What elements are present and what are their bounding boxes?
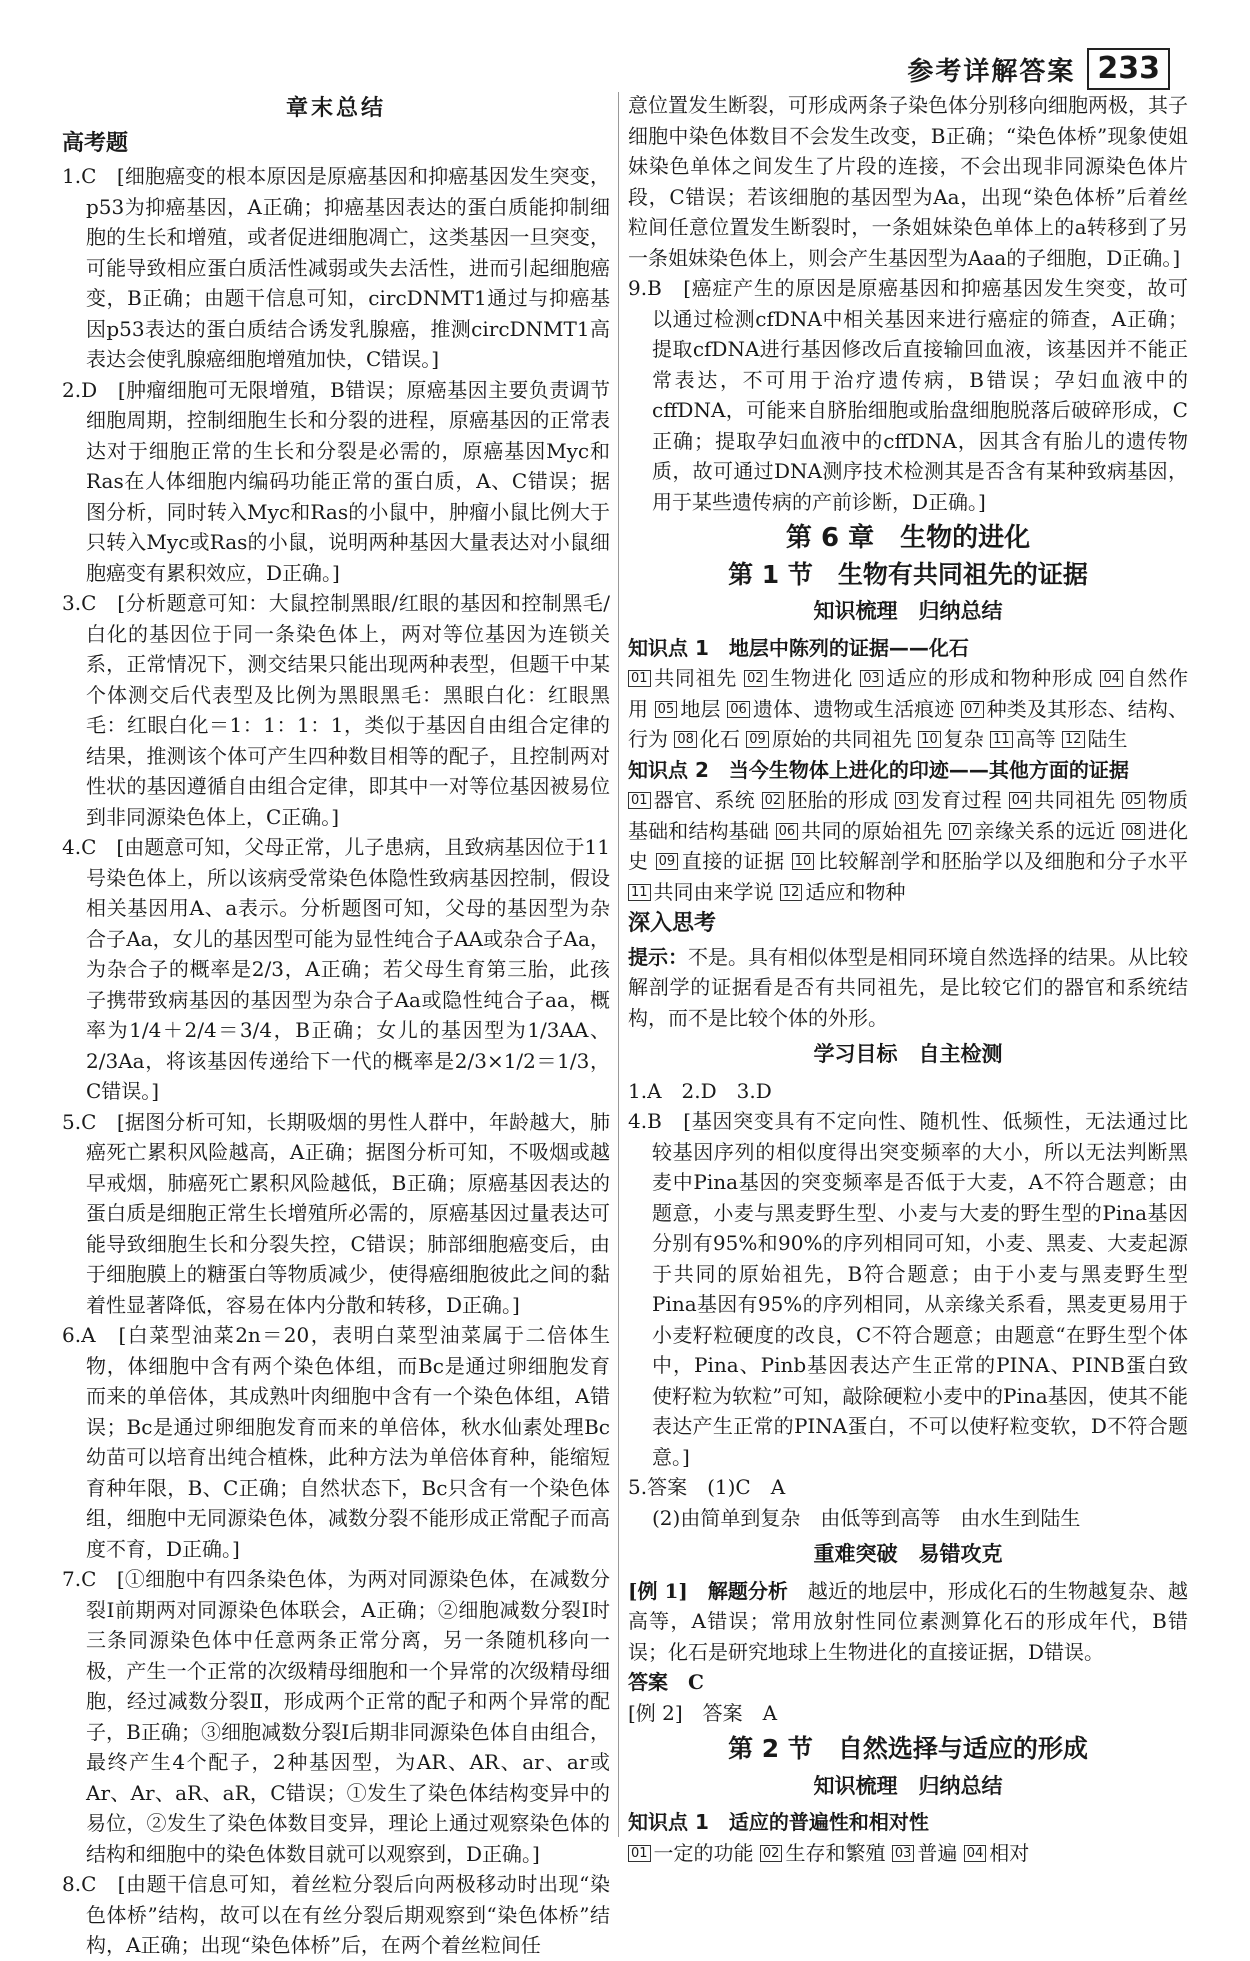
number-tag: 06	[776, 823, 799, 840]
left-column	[62, 90, 610, 1957]
self-check-title: 学习目标 自主检测	[813, 1042, 1003, 1066]
number-tag: 02	[762, 792, 785, 809]
kp-item: 发育过程	[920, 788, 1003, 812]
number-tag: 09	[746, 731, 769, 748]
deep-thinking-text	[628, 942, 1188, 1034]
kp-item: 种类及其形态、结构、行为	[628, 696, 1189, 751]
kp-item: 复杂	[943, 727, 984, 751]
answer-item-7: 7.C [①细胞中有四条染色体，为两对同源染色体，在减数分裂Ⅰ前期两对同源染色体联会，A正确；②细胞减数分裂Ⅰ时三条同源染色体中任意两条正常分离，另一条随机移向一极，产生一个正常的次级精母细胞和一个异常的次级精母细胞，经过减数分裂Ⅱ，形成两个正常的配子和两个异常的配子，B正确；③细胞减数分裂Ⅰ后期非同源染色体自由组合，最终产生4个配子，2种基因型，为AR、AR、ar、ar或Ar、Ar、aR、aR，C错误；①发生了染色体结构变异中的易位，②发生了染色体数目变异，理论上通过观察染色体的结构和细胞中的染色体数目就可以观察到，D正确。]	[62, 1567, 610, 1866]
number-tag: 03	[895, 792, 918, 809]
number-tag: 08	[1122, 823, 1145, 840]
number-tag: 01	[628, 792, 651, 809]
answer-item-8: 8.C [由题干信息可知，着丝粒分裂后向两极移动时出现“染色体桥”结构，故可以在有丝分裂后期观察到“染色体桥”结构，A正确；出现“染色体桥”后，在两个着丝粒间任	[62, 1872, 610, 1957]
deep-thinking-label: 深入思考	[628, 911, 717, 936]
section-2-title: 第 2 节 自然选择与适应的形成	[728, 1734, 1088, 1763]
number-tag: 09	[656, 853, 679, 870]
number-tag: 01	[628, 670, 651, 687]
section-1-title: 第 1 节 生物有共同祖先的证据	[728, 559, 1088, 589]
kp-item: 胚胎的形成	[787, 788, 889, 812]
kp-item: 陆生	[1087, 727, 1128, 751]
kp-item: 直接的证据	[681, 849, 785, 873]
knowledge-point-1-label: 知识点 1 地层中陈列的证据——化石	[628, 635, 969, 660]
kp-item: 普遍	[917, 1840, 958, 1865]
kp-item: 进化史	[628, 818, 1189, 873]
kp-item: 物质基础和结构基础	[628, 788, 1189, 843]
kp-item: 生物进化	[769, 666, 854, 690]
kp-item: 化石	[699, 727, 740, 751]
kp-item: 共同的原始祖先	[801, 818, 943, 843]
section-1-review-title: 知识梳理 归纳总结	[813, 599, 1003, 623]
page-number: 233	[1087, 48, 1170, 90]
self-check-answers-1-3: 1.A 2.D 3.D	[628, 1078, 772, 1103]
example-1-text: 越近的地层中，形成化石的生物越复杂、越高等，A错误；常用放射性同位素测算化石的形成年代，B错误；化石是研究地球上生物进化的直接证据，D错误。	[628, 1578, 1189, 1664]
kp-item: 共同由来学说	[653, 879, 774, 904]
number-tag: 12	[780, 884, 803, 901]
number-tag: 03	[892, 1845, 915, 1862]
number-tag: 06	[727, 701, 750, 718]
kp-item: 遗体、遗物或生活痕迹	[752, 696, 955, 721]
kp-item: 适应和物种	[805, 879, 906, 904]
number-tag: 07	[949, 823, 972, 840]
number-tag: 11	[990, 731, 1013, 748]
answer-item-1: 1.C [细胞癌变的根本原因是原癌基因和抑癌基因发生突变，p53为抑癌基因，A正确；抑癌基因表达的蛋白质能抑制细胞的生长和增殖，或者促进细胞凋亡，这类基因一旦突变，可能导致相应蛋白质活性减弱或失去活性，进而引起细胞癌变，B正确；由题干信息可知，circDNMT1通过与抑癌基因p53表达的蛋白质结合诱发乳腺癌，推测circDNMT1高表达会使乳腺癌细胞增殖加快，C错误。]	[62, 164, 610, 371]
number-tag: 01	[628, 1845, 651, 1862]
answer-item-3: 3.C [分析题意可知：大鼠控制黑眼/红眼的基因和控制黑毛/白化的基因位于同一条染色体上，两对等位基因为连锁关系，正常情况下，测交结果只能出现两种表型，但题干中某个体测交后代表型及比例为黑眼黑毛：黑眼白化：红眼黑毛：红眼白化＝1：1：1：1，类似于基因自由组合定律的结果，推测该个体可产生四种数目相等的配子，且控制两对性状的基因遵循自由组合定律，即其中一对等位基因被易位到非同源染色体上，C正确。]	[62, 591, 610, 829]
self-check-item-4: 4.B [基因突变具有不定向性、随机性、低频性，无法通过比较基因序列的相似度得出突变频率的大小，所以无法判断黑麦中Pina基因的突变频率是否低于大麦，A不符合题意；由题意，小麦与黑麦野生型、小麦与大麦的野生型的Pina基因分别有95%和90%的序列相同可知，小麦、黑麦、大麦起源于共同的原始祖先，B符合题意；由于小麦与黑麦野生型Pina基因有95%的序列相同，从亲缘关系看，黑麦更易用于小麦籽粒硬度的改良，C不符合题意；由题意“在野生型个体中，Pina、Pinb基因表达产生正常的PINA、PINB蛋白致使籽粒为软粒”可知，敲除硬粒小麦中的Pina基因，使其不能表达产生正常的PINA蛋白，不可以使籽粒变软，D不符合题意。]	[628, 1109, 1188, 1469]
number-tag: 03	[860, 670, 883, 687]
kp-item: 共同祖先	[653, 666, 738, 690]
self-check-item-5a: 5.答案 (1)C A	[628, 1475, 786, 1499]
number-tag: 10	[918, 731, 941, 748]
kp-item: 生存和繁殖	[785, 1840, 886, 1865]
example-2: [例 2] 答案 A	[628, 1700, 778, 1725]
answer-item-6: 6.A [白菜型油菜2n＝20，表明白菜型油菜属于二倍体生物，体细胞中含有两个染色体组，而Bc是通过卵细胞发育而来的单倍体，其成熟叶肉细胞中含有一个染色体组，A错误；Bc是通过卵细胞发育而来的单倍体，秋水仙素处理Bc幼苗可以培育出纯合植株，此种方法为单倍体育种，能缩短育种年限，B、C正确；自然状态下，Bc只含有一个染色体组，细胞中无同源染色体，减数分裂不能形成正常配子而高度不育，D正确。]	[62, 1323, 610, 1561]
kp-item: 比较解剖学和胚胎学以及细胞和分子水平	[817, 849, 1189, 873]
kp-item: 器官、系统	[653, 788, 756, 812]
number-tag: 10	[792, 853, 815, 870]
number-tag: 12	[1062, 731, 1085, 748]
kp-item: 高等	[1015, 727, 1056, 751]
chapter-title: 第 6 章 生物的进化	[785, 523, 1031, 553]
kp-item: 自然作用	[628, 666, 1189, 721]
column-divider	[618, 92, 619, 1837]
number-tag: 02	[744, 670, 767, 687]
knowledge-point-2-items	[628, 785, 1188, 907]
difficulty-title: 重难突破 易错攻克	[813, 1542, 1003, 1566]
answer-item-5: 5.C [据图分析可知，长期吸烟的男性人群中，年龄越大，肺癌死亡累积风险越高，A正确；据图分析可知，不吸烟或越早戒烟，肺癌死亡累积风险越低，B正确；原癌基因表达的蛋白质是细胞正常生长增殖所必需的，原癌基因过量表达可能导致细胞生长和分裂失控，C错误；肺部细胞癌变后，由于细胞膜上的糖蛋白等物质减少，使得癌细胞彼此之间的黏着性显著降低，容易在体内分散和转移，D正确。]	[62, 1109, 610, 1317]
answer-item-8-continued: 意位置发生断裂，可形成两条子染色体分别移向细胞两极，其子细胞中染色体数目不会发生改变，B正确；“染色体桥”现象使姐妹染色单体之间发生了片段的连接，不会出现非同源染色体片段，C错误；若该细胞的基因型为Aa，出现“染色体桥”后着丝粒间任意位置发生断裂时，一条姐妹染色单体上的a转移到了另一条姐妹染色体上，则会产生基因型为Aaa的子细胞，D正确。]	[628, 93, 1188, 270]
gaokao-label: 高考题	[62, 130, 129, 156]
number-tag: 11	[628, 884, 651, 901]
answer-item-2: 2.D [肿瘤细胞可无限增殖，B错误；原癌基因主要负责调节细胞周期，控制细胞生长和分裂的进程，原癌基因的正常表达对于细胞正常的生长和分裂是必需的，原癌基因Myc和Ras在人体细胞内编码功能正常的蛋白质，A、C错误；据图分析，同时转入Myc和Ras的小鼠中，肿瘤小鼠比例大于只转入Myc或Ras的小鼠，说明两种基因大量表达对小鼠细胞癌变有累积效应，D正确。]	[62, 377, 610, 585]
page-header	[907, 48, 1170, 90]
self-check-item-5b: (2)由简单到复杂 由低等到高等 由水生到陆生	[652, 1505, 1081, 1530]
knowledge-point-2-label: 知识点 2 当今生物体上进化的印迹——其他方面的证据	[628, 757, 1129, 782]
answer-item-9: 9.B [癌症产生的原因是原癌基因和抑癌基因发生突变，故可以通过检测cfDNA中相关基因来进行癌症的筛查，A正确；提取cfDNA进行基因修改后直接输回血液，该基因并不能正常表达，不可用于治疗遗传病，B错误；孕妇血液中的cffDNA，可能来自脐胎细胞或胎盘细胞脱落后破碎形成，C正确；提取孕妇血液中的cffDNA，因其含有胎儿的遗传物质，故可通过DNA测序技术检测其是否含有某种致病基因，用于某些遗传病的产前诊断，D正确。]	[628, 276, 1188, 514]
number-tag: 07	[961, 701, 984, 718]
knowledge-point-1-items	[628, 663, 1188, 755]
example-1-label: [例 1] 解题分析	[628, 1578, 788, 1603]
number-tag: 05	[1122, 792, 1145, 809]
number-tag: 04	[1009, 792, 1032, 809]
knowledge-point-3-items	[628, 1838, 1188, 1869]
right-column	[628, 90, 1189, 1865]
kp-item: 地层	[680, 696, 721, 721]
number-tag: 04	[1100, 670, 1123, 687]
hint-lead: 提示：	[628, 944, 688, 969]
kp-item: 相对	[989, 1840, 1030, 1865]
kp-item: 适应的形成和物种形成	[885, 666, 1094, 690]
number-tag: 08	[674, 731, 697, 748]
example-1-answer: 答案 C	[628, 1670, 704, 1694]
number-tag: 02	[760, 1845, 783, 1862]
header-title: 参考详解答案	[907, 56, 1076, 87]
answer-item-4: 4.C [由题意可知，父母正常，儿子患病，且致病基因位于11号染色体上，所以该病受常染色体隐性致病基因控制，假设相关基因用A、a表示。分析题图可知，父母的基因型为杂合子Aa，女儿的基因型可能为显性纯合子AA或杂合子Aa，为杂合子的概率是2/3，A正确；若父母生育第三胎，此孩子携带致病基因的基因型为杂合子Aa或隐性纯合子aa，概率为1/4＋2/4＝3/4，B正确；女儿的基因型为1/3AA、2/3Aa，将该基因传递给下一代的概率是2/3×1/2＝1/3，C错误。]	[62, 835, 610, 1103]
kp-item: 亲缘关系的远近	[974, 818, 1116, 843]
section-2-review-title: 知识梳理 归纳总结	[813, 1773, 1003, 1798]
kp-item: 一定的功能	[653, 1840, 754, 1865]
kp-item: 共同祖先	[1034, 788, 1116, 812]
kp-item: 原始的共同祖先	[771, 727, 912, 751]
example-1	[628, 1576, 1188, 1668]
number-tag: 05	[655, 701, 678, 718]
knowledge-point-3-label: 知识点 1 适应的普遍性和相对性	[628, 1810, 929, 1834]
section-title-chapter-summary: 章末总结	[285, 96, 386, 121]
number-tag: 04	[964, 1845, 987, 1862]
hint-body: 不是。具有相似体型是相同环境自然选择的结果。从比较解剖学的证据看是否有共同祖先，是比较它们的器官和系统结构，而不是比较个体的外形。	[628, 944, 1188, 1030]
